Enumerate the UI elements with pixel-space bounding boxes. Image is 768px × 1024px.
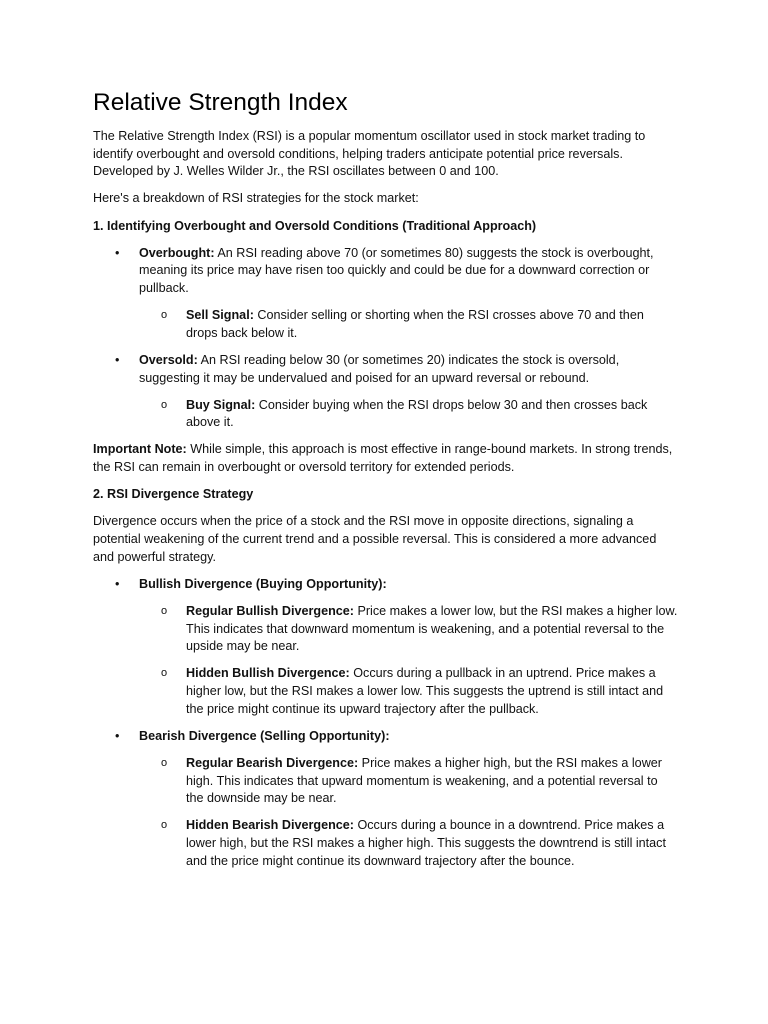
bullet-marker: • (115, 728, 120, 743)
section-1-heading: 1. Identifying Overbought and Oversold Conditions (Traditional Approach) (93, 218, 537, 233)
important-note-paragraph (93, 441, 678, 476)
buy-signal-label: Buy Signal: (186, 397, 256, 412)
hidden-bullish-label: Hidden Bullish Divergence: (186, 666, 350, 681)
oversold-label: Oversold: (139, 352, 198, 367)
sub-bullet-marker: o (161, 819, 168, 832)
sub-bullet-marker: o (161, 756, 168, 769)
bullet-marker: • (115, 352, 120, 367)
list-item-overbought (93, 245, 678, 298)
overbought-text: An RSI reading above 70 (or sometimes 80) suggests the stock is overbought, meaning its price may have risen too quickly and could be due for a downward correction or pullback. (139, 245, 654, 295)
intro-paragraph: The Relative Strength Index (RSI) is a popular momentum oscillator used in stock market trading to identify overbought and oversold conditions, helping traders anticipate potential price reversals. Developed by J. Welles Wilder Jr., the RSI oscillates between 0 and 100. (93, 129, 646, 179)
important-note-text: While simple, this approach is most effective in range-bound markets. In strong trends, the RSI can remain in overbought or oversold territory for extended periods. (93, 442, 673, 475)
list-item-bullish-divergence (93, 576, 678, 594)
sell-signal-label: Sell Signal: (186, 308, 254, 323)
hidden-bearish-label: Hidden Bearish Divergence: (186, 818, 354, 833)
sub-item-regular-bearish (93, 755, 678, 808)
list-item-oversold (93, 352, 678, 387)
regular-bearish-text: Price makes a higher high, but the RSI makes a lower high. This indicates that upward momentum is weakening, and a potential reversal to the downside may be near. (186, 755, 662, 806)
regular-bullish-text: Price makes a lower low, but the RSI makes a higher low. This indicates that downward momentum is weakening, and a potential reversal to the upside may be near. (186, 604, 678, 654)
sub-item-buy-signal (93, 397, 678, 432)
bullish-divergence-label: Bullish Divergence (Buying Opportunity): (139, 576, 387, 591)
sub-item-sell-signal (93, 307, 678, 342)
sub-bullet-marker: o (161, 309, 168, 322)
buy-signal-text: Consider buying when the RSI drops below 30 and then crosses back above it. (186, 397, 648, 430)
regular-bearish-label: Regular Bearish Divergence: (186, 755, 359, 770)
sub-bullet-marker: o (161, 605, 168, 617)
document-title: Relative Strength Index (93, 89, 348, 116)
sub-item-hidden-bearish (93, 817, 678, 870)
bullet-marker: • (115, 245, 120, 260)
oversold-text: An RSI reading below 30 (or sometimes 20) indicates the stock is oversold, suggesting it may be undervalued and poised for an upward reversal or rebound. (139, 352, 620, 385)
divergence-intro-paragraph: Divergence occurs when the price of a stock and the RSI move in opposite directions, signaling a potential weakening of the current trend and a possible reversal. This is considered a more advanced and powerful strategy. (93, 514, 657, 564)
sub-item-regular-bullish (93, 603, 678, 656)
breakdown-paragraph: Here's a breakdown of RSI strategies for the stock market: (93, 191, 419, 206)
hidden-bearish-text: Occurs during a bounce in a downtrend. Price makes a lower high, but the RSI makes a higher high. This suggests the downtrend is still intact and the price might continue its downward trajectory after the bounce. (186, 818, 666, 868)
regular-bullish-label: Regular Bullish Divergence: (186, 604, 354, 618)
important-note-label: Important Note: (93, 442, 187, 457)
overbought-label: Overbought: (139, 245, 215, 260)
bullet-marker: • (115, 576, 120, 591)
document-body (93, 88, 678, 880)
sell-signal-text: Consider selling or shorting when the RSI crosses above 70 and then drops back below it. (186, 308, 644, 340)
bearish-divergence-label: Bearish Divergence (Selling Opportunity): (139, 728, 390, 743)
section-2-heading: 2. RSI Divergence Strategy (93, 487, 254, 502)
list-item-bearish-divergence (93, 728, 678, 746)
sub-bullet-marker: o (161, 667, 168, 680)
sub-item-hidden-bullish (93, 665, 678, 718)
hidden-bullish-text: Occurs during a pullback in an uptrend. Price makes a higher low, but the RSI makes a lower low. This suggests the uptrend is still intact and the price might continue its upward trajectory after the pullback. (186, 666, 664, 716)
sub-bullet-marker: o (161, 398, 168, 411)
